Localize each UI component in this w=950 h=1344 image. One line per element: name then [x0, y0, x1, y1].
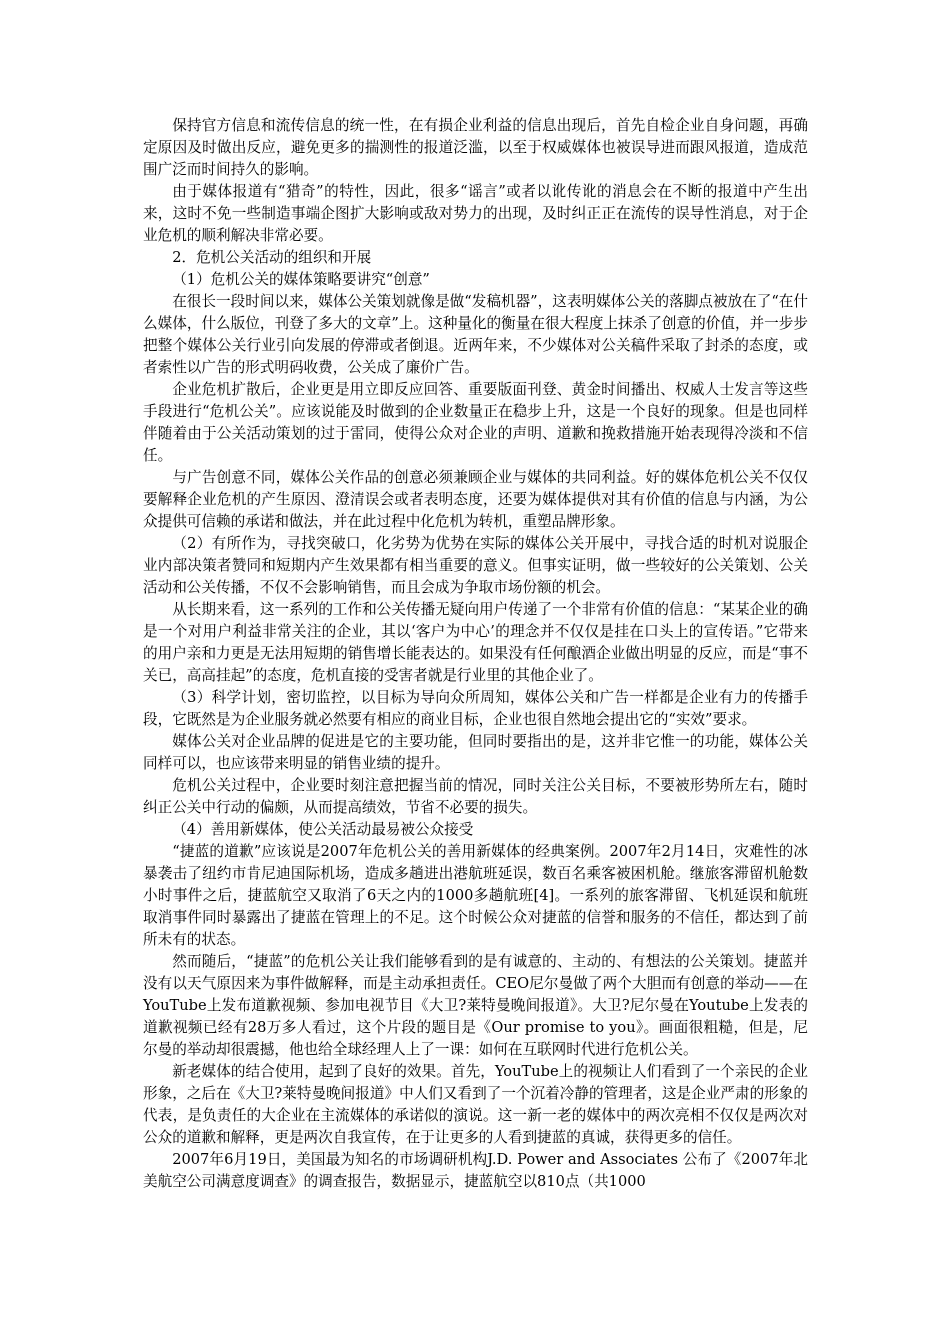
paragraph: 媒体公关对企业品牌的促进是它的主要功能，但同时要指出的是，这并非它惟一的功能，媒体公关同样可以，也应该带来明显的销售业绩的提升。 [143, 733, 808, 772]
paragraph: 企业危机扩散后，企业更是用立即反应回答、重要版面刊登、黄金时间播出、权威人士发言等这些手段进行“危机公关”。应该说能及时做到的企业数量正在稳步上升，这是一个良好的现象。但是也同样伴随着由于公关活动策划的过于雷同，使得公众对企业的声明、道歉和挽救措施开始表现得冷淡和不信任。 [143, 381, 808, 464]
paragraph: （3）科学计划，密切监控，以目标为导向众所周知，媒体公关和广告一样都是企业有力的传播手段，它既然是为企业服务就必然要有相应的商业目标，企业也很自然地会提出它的“实效”要求。 [143, 689, 808, 728]
section-heading: 2．危机公关活动的组织和开展 [172, 249, 372, 266]
subsection-heading: （1）危机公关的媒体策略要讲究“创意” [172, 271, 430, 288]
paragraph: 危机公关过程中，企业要时刻注意把握当前的情况，同时关注公关目标，不要被形势所左右，随时纠正公关中行动的偏颇，从而提高绩效，节省不必要的损失。 [143, 777, 808, 816]
paragraph: 2007年6月19日，美国最为知名的市场调研机构J.D. Power and Associates 公布了《2007年北美航空公司满意度调查》的调查报告，数据显示，捷蓝航空以810点（共1000 [143, 1151, 808, 1190]
paragraph: 由于媒体报道有“猎奇”的特性，因此，很多“谣言”或者以讹传讹的消息会在不断的报道中产生出来，这时不免一些制造事端企图扩大影响或敌对势力的出现，及时纠正正在流传的误导性消息，对于企业危机的顺利解决非常必要。 [143, 183, 808, 244]
paragraph: 与广告创意不同，媒体公关作品的创意必须兼顾企业与媒体的共同利益。好的媒体危机公关不仅仅要解释企业危机的产生原因、澄清误会或者表明态度，还要为媒体提供对其有价值的信息与内涵，为公众提供可信赖的承诺和做法，并在此过程中化危机为转机，重塑品牌形象。 [143, 469, 808, 530]
paragraph: 从长期来看，这一系列的工作和公关传播无疑向用户传递了一个非常有价值的信息：“某某企业的确是一个对用户利益非常关注的企业，其以‘客户为中心’的理念并不仅仅是挂在口头上的宣传语。”它带来的用户亲和力更是无法用短期的销售增长能表达的。如果没有任何酿酒企业做出明显的反应，而是“事不关已，高高挂起”的态度，危机直接的受害者就是行业里的其他企业了。 [143, 601, 808, 684]
paragraph: 然而随后，“捷蓝”的危机公关让我们能够看到的是有诚意的、主动的、有想法的公关策划。捷蓝并没有以天气原因来为事件做解释，而是主动承担责任。CEO尼尔曼做了两个大胆而有创意的举动——在YouTube上发布道歉视频、参加电视节目《大卫?莱特曼晚间报道》。大卫?尼尔曼在Youtube上发表的道歉视频已经有28万多人看过，这个片段的题目是《Our promise to you》。画面很粗糙，但是，尼尔曼的举动却很震撼，他也给全球经理人上了一课：如何在互联网时代进行危机公关。 [143, 953, 808, 1058]
paragraph: “捷蓝的道歉”应该说是2007年危机公关的善用新媒体的经典案例。2007年2月14日，灾难性的冰暴袭击了纽约市肯尼迪国际机场，造成多趟进出港航班延误，数百名乘客被困机舱。继旅客滞留机舱数小时事件之后，捷蓝航空又取消了6天之内的1000多趟航班[4]。一系列的旅客滞留、飞机延误和航班取消事件同时暴露出了捷蓝在管理上的不足。这个时候公众对捷蓝的信誉和服务的不信任，都达到了前所未有的状态。 [143, 843, 808, 948]
paragraph: 在很长一段时间以来，媒体公关策划就像是做“发稿机器”，这表明媒体公关的落脚点被放在了“在什么媒体，什么版位，刊登了多大的文章”上。这种量化的衡量在很大程度上抹杀了创意的价值，并一步步把整个媒体公关行业引向发展的停滞或者倒退。近两年来，不少媒体对公关稿件采取了封杀的态度，或者索性以广告的形式明码收费，公关成了廉价广告。 [143, 293, 808, 376]
paragraph: （2）有所作为，寻找突破口，化劣势为优势在实际的媒体公关开展中，寻找合适的时机对说服企业内部决策者赞同和短期内产生效果都有相当重要的意义。但事实证明，做一些较好的公关策划、公关活动和公关传播，不仅不会影响销售，而且会成为争取市场份额的机会。 [143, 535, 808, 596]
paragraph: 保持官方信息和流传信息的统一性，在有损企业利益的信息出现后，首先自检企业自身问题，再确定原因及时做出反应，避免更多的揣测性的报道泛滥，以至于权威媒体也被误导进而跟风报道，造成范围广泛而时间持久的影响。 [143, 117, 808, 178]
paragraph: 新老媒体的结合使用，起到了良好的效果。首先，YouTube上的视频让人们看到了一个亲民的企业形象，之后在《大卫?莱特曼晚间报道》中人们又看到了一个沉着冷静的管理者，这是企业严肃的形象的代表，是负责任的大企业在主流媒体的承诺似的演说。这一新一老的媒体中的两次亮相不仅仅是两次对公众的道歉和解释，更是两次自我宣传，在于让更多的人看到捷蓝的真诚，获得更多的信任。 [143, 1063, 808, 1146]
document-body [143, 115, 808, 1193]
subsection-heading: （4）善用新媒体，使公关活动最易被公众接受 [172, 821, 474, 838]
